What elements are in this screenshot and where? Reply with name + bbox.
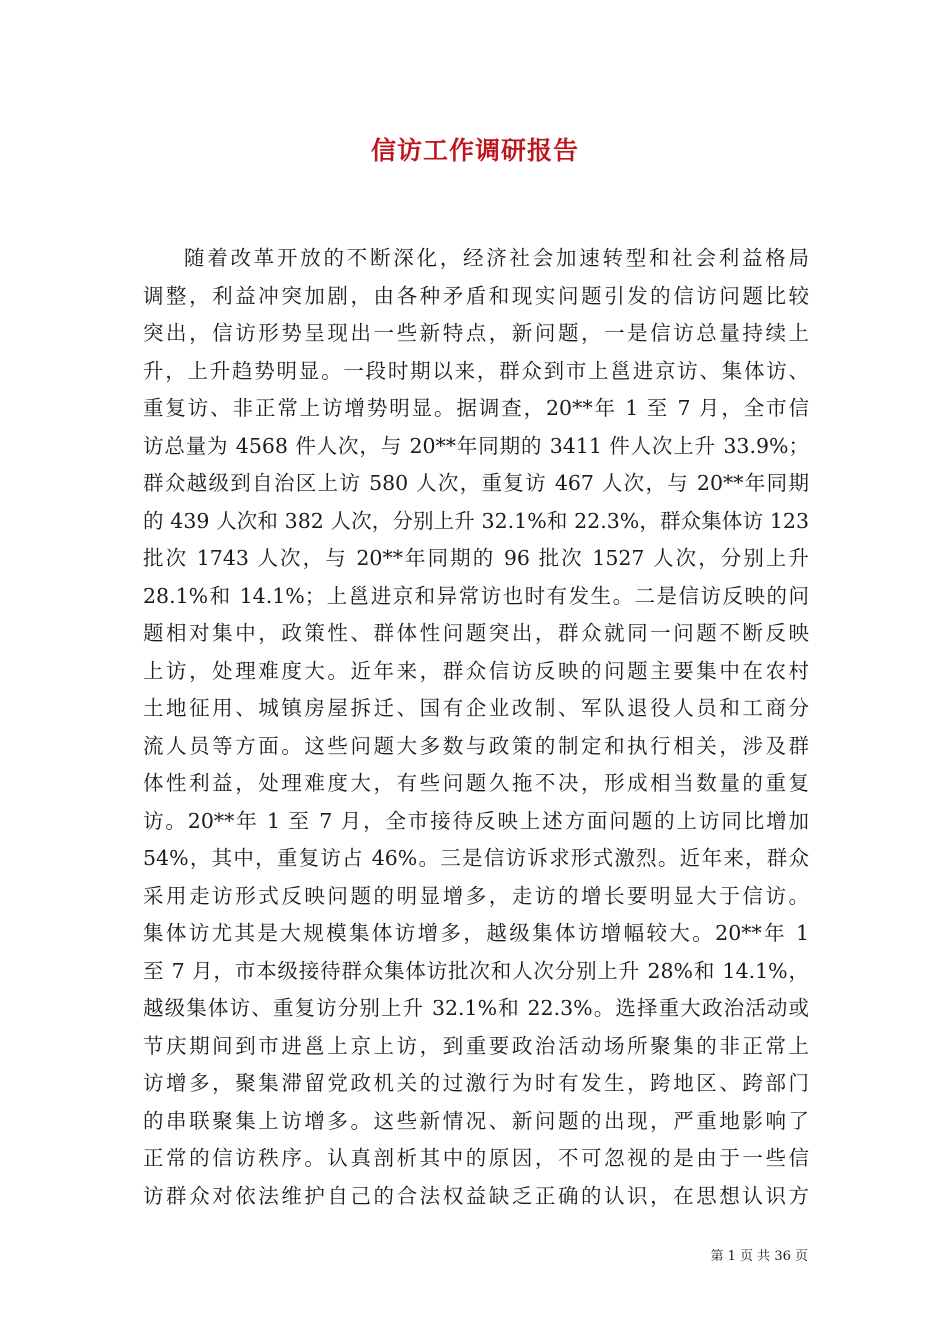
body-line: 体性利益，处理难度大，有些问题久拖不决，形成相当数量的重复	[143, 771, 809, 795]
body-line: 批次 1743 人次，与 20**年同期的 96 批次 1527 人次，分别上升	[143, 546, 809, 570]
body-line: 访增多，聚集滞留党政机关的过激行为时有发生，跨地区、跨部门	[143, 1071, 809, 1095]
body-line: 越级集体访、重复访分别上升 32.1%和 22.3%。选择重大政治活动或	[143, 996, 809, 1020]
body-text	[143, 240, 809, 1215]
page-title: 信访工作调研报告	[370, 136, 579, 165]
body-line: 突出，信访形势呈现出一些新特点，新问题，一是信访总量持续上	[143, 321, 809, 345]
body-line: 54%，其中，重复访占 46%。三是信访诉求形式激烈。近年来，群众	[143, 846, 809, 870]
body-line: 重复访、非正常上访增势明显。据调查，20**年 1 至 7 月，全市信	[143, 396, 809, 420]
body-line: 调整，利益冲突加剧，由各种矛盾和现实问题引发的信访问题比较	[143, 283, 809, 308]
body-line: 至 7 月，市本级接待群众集体访批次和人次分别上升 28%和 14.1%，	[143, 958, 809, 983]
body-line: 随着改革开放的不断深化，经济社会加速转型和社会利益格局	[184, 246, 809, 270]
body-line: 访总量为 4568 件人次，与 20**年同期的 3411 件人次上升 33.9%；	[143, 433, 809, 458]
body-line: 题相对集中，政策性、群体性问题突出，群众就同一问题不断反映	[143, 621, 809, 645]
body-line: 正常的信访秩序。认真剖析其中的原因，不可忽视的是由于一些信	[143, 1146, 809, 1170]
page-number-footer: 第 1 页 共 36 页	[710, 1249, 808, 1264]
body-line: 升，上升趋势明显。一段时期以来，群众到市上邕进京访、集体访、	[143, 358, 809, 383]
body-line: 访群众对依法维护自己的合法权益缺乏正确的认识，在思想认识方	[143, 1183, 809, 1208]
body-line: 集体访尤其是大规模集体访增多，越级集体访增幅较大。20**年 1	[143, 921, 809, 945]
body-line: 的 439 人次和 382 人次，分别上升 32.1%和 22.3%，群众集体访 123	[143, 508, 809, 533]
body-line: 群众越级到自治区上访 580 人次，重复访 467 人次，与 20**年同期	[143, 471, 809, 495]
body-line: 访。20**年 1 至 7 月，全市接待反映上述方面问题的上访同比增加	[143, 808, 809, 833]
body-line: 28.1%和 14.1%；上邕进京和异常访也时有发生。二是信访反映的问	[143, 583, 809, 608]
body-line: 的串联聚集上访增多。这些新情况、新问题的出现，严重地影响了	[143, 1108, 809, 1133]
body-line: 上访，处理难度大。近年来，群众信访反映的问题主要集中在农村	[143, 658, 809, 683]
body-line: 采用走访形式反映问题的明显增多，走访的增长要明显大于信访。	[143, 883, 809, 908]
body-line: 流人员等方面。这些问题大多数与政策的制定和执行相关，涉及群	[143, 733, 809, 758]
body-line: 节庆期间到市进邕上京上访，到重要政治活动场所聚集的非正常上	[143, 1033, 809, 1058]
body-line: 土地征用、城镇房屋拆迁、国有企业改制、军队退役人员和工商分	[143, 696, 809, 720]
